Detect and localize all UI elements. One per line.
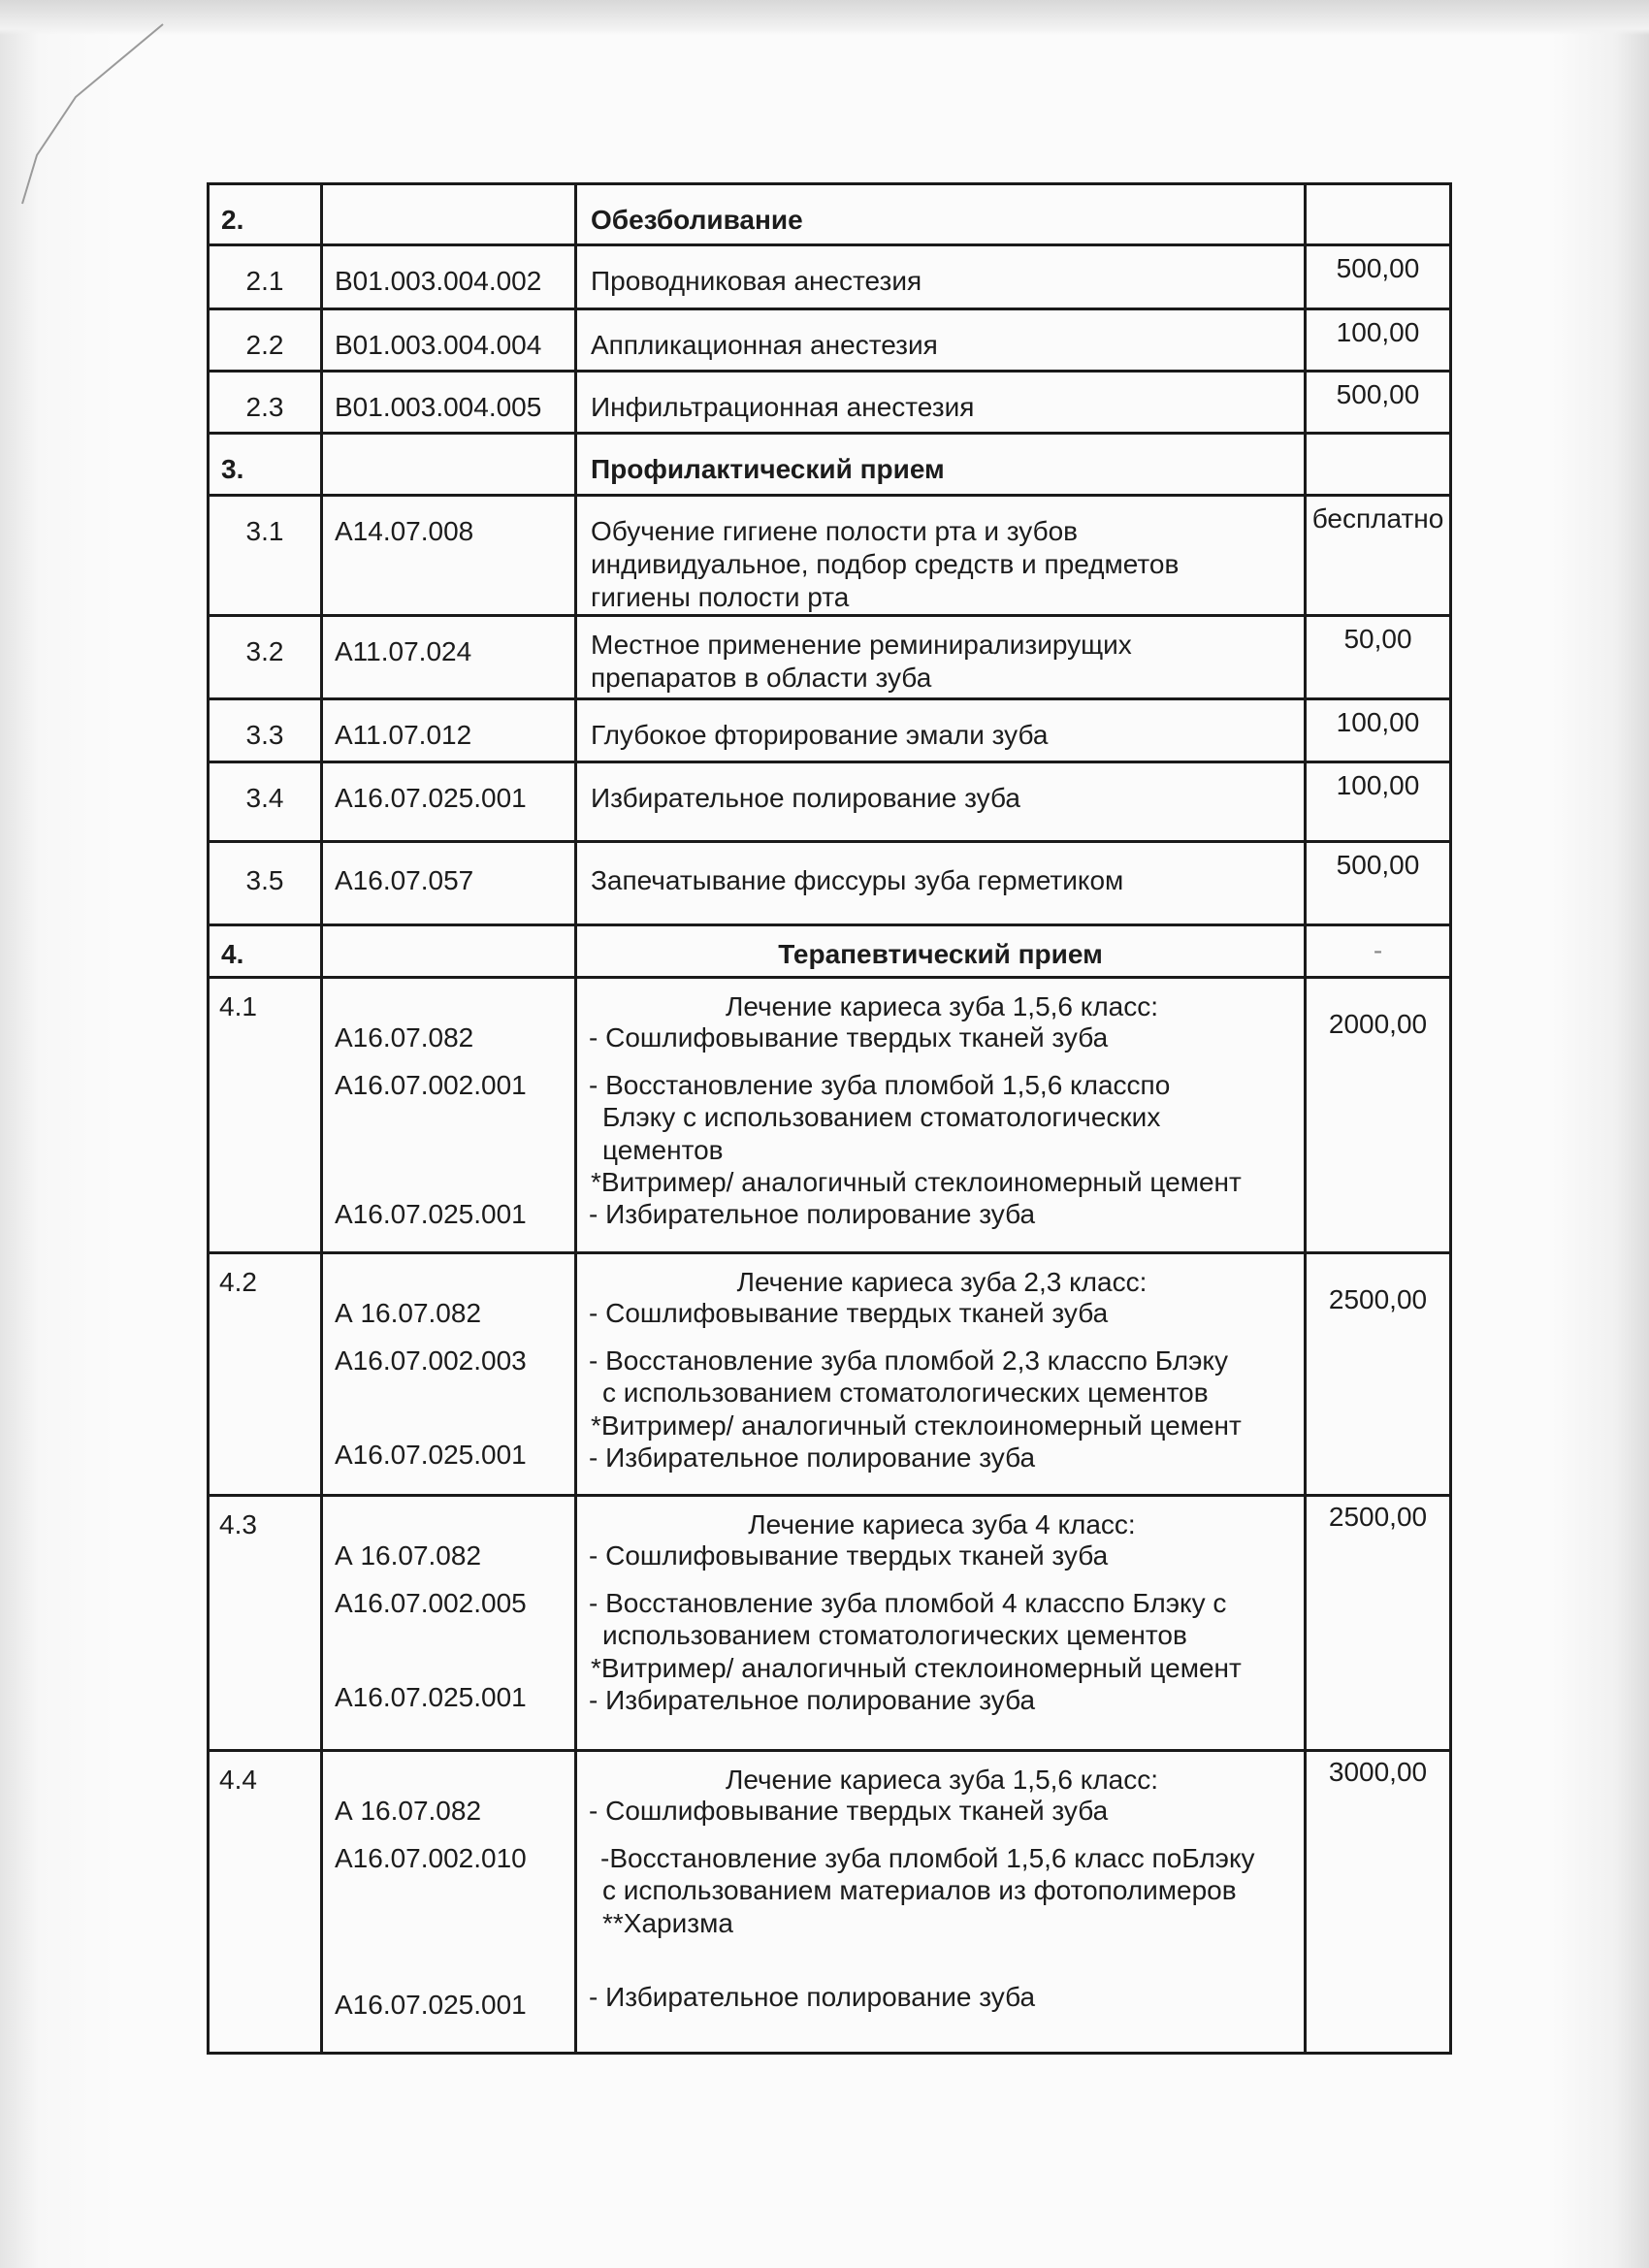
code-cell xyxy=(322,184,576,245)
item-number: 3.2 xyxy=(209,616,322,699)
treatment-row xyxy=(209,978,1451,1253)
treatment-line: - Избирательное полирование зуба xyxy=(589,1982,1036,2012)
treatment-line: - Избирательное полирование зуба xyxy=(589,1685,1036,1715)
treatment-row xyxy=(209,1253,1451,1496)
section-number: 3. xyxy=(209,434,322,496)
service-code: А16.07.025.001 xyxy=(335,1199,527,1229)
treatment-line: использованием стоматологических цементов xyxy=(602,1620,1187,1650)
service-code: А 16.07.082 xyxy=(335,1298,482,1328)
service-code: А16.07.025.001 xyxy=(335,1440,527,1470)
treatment-line: с использованием материалов из фотополимеров xyxy=(602,1875,1237,1905)
service-price: 100,00 xyxy=(1306,762,1451,842)
treatment-line: *Витример/ аналогичный стеклоиномерный цемент xyxy=(591,1410,1242,1441)
service-price: 3000,00 xyxy=(1306,1751,1451,2054)
item-number: 2.1 xyxy=(209,245,322,309)
treatment-line: - Избирательное полирование зуба xyxy=(589,1199,1036,1229)
table-row xyxy=(209,496,1451,616)
section-title: Обезболивание xyxy=(576,184,1306,245)
code-cell xyxy=(322,1751,576,2054)
treatment-description xyxy=(576,978,1306,1253)
service-price: 2000,00 xyxy=(1306,978,1451,1253)
table-row xyxy=(209,842,1451,925)
item-number: 4.3 xyxy=(209,1496,322,1751)
code-cell xyxy=(322,925,576,978)
service-code: А16.07.025.001 xyxy=(322,762,576,842)
table-row xyxy=(209,762,1451,842)
treatment-heading: Лечение кариеса зуба 1,5,6 класс: xyxy=(725,991,1159,1021)
service-price: 2500,00 xyxy=(1306,1253,1451,1496)
treatment-line: *Витример/ аналогичный стеклоиномерный цемент xyxy=(591,1167,1242,1197)
code-cell xyxy=(322,434,576,496)
treatment-description xyxy=(576,1751,1306,2054)
service-code: В01.003.004.004 xyxy=(322,309,576,372)
service-description: Аппликационная анестезия xyxy=(576,309,1306,372)
treatment-line: - Избирательное полирование зуба xyxy=(589,1442,1036,1473)
code-cell xyxy=(322,1496,576,1751)
service-description: Местное применение реминирализирущих препаратов в области зуба xyxy=(576,616,1306,699)
code-cell xyxy=(322,1253,576,1496)
service-code: А16.07.002.003 xyxy=(335,1345,527,1376)
table-row xyxy=(209,699,1451,762)
item-number: 3.3 xyxy=(209,699,322,762)
service-code: А11.07.024 xyxy=(322,616,576,699)
price-cell xyxy=(1306,434,1451,496)
treatment-heading: Лечение кариеса зуба 2,3 класс: xyxy=(736,1267,1148,1297)
service-code: В01.003.004.002 xyxy=(322,245,576,309)
service-price: 50,00 xyxy=(1306,616,1451,699)
scan-fold-mark xyxy=(17,19,173,213)
treatment-line: -Восстановление зуба пломбой 1,5,6 класс поБлэку xyxy=(600,1843,1255,1873)
treatment-line: - Восстановление зуба пломбой 4 класспо Блэку с xyxy=(589,1588,1227,1618)
service-code: В01.003.004.005 xyxy=(322,372,576,434)
item-number: 2.2 xyxy=(209,309,322,372)
section-number: 4. xyxy=(209,925,322,978)
price-cell xyxy=(1306,184,1451,245)
treatment-line: - Сошлифовывание твердых тканей зуба xyxy=(589,1298,1109,1328)
section-row xyxy=(209,184,1451,245)
section-row xyxy=(209,434,1451,496)
section-title: Профилактический прием xyxy=(576,434,1306,496)
treatment-heading: Лечение кариеса зуба 4 класс: xyxy=(748,1509,1136,1539)
item-number: 2.3 xyxy=(209,372,322,434)
table-row xyxy=(209,372,1451,434)
section-title: Терапевтический прием xyxy=(576,925,1306,978)
table-row xyxy=(209,245,1451,309)
service-code: А11.07.012 xyxy=(322,699,576,762)
service-price: 500,00 xyxy=(1306,842,1451,925)
service-code: А16.07.057 xyxy=(322,842,576,925)
table-row xyxy=(209,309,1451,372)
item-number: 4.4 xyxy=(209,1751,322,2054)
service-code: А16.07.082 xyxy=(335,1022,474,1053)
table-row xyxy=(209,616,1451,699)
treatment-line: - Сошлифовывание твердых тканей зуба xyxy=(589,1022,1109,1053)
service-price: 500,00 xyxy=(1306,372,1451,434)
section-row xyxy=(209,925,1451,978)
item-number: 3.1 xyxy=(209,496,322,616)
item-number: 4.1 xyxy=(209,978,322,1253)
treatment-line: *Витример/ аналогичный стеклоиномерный цемент xyxy=(591,1653,1242,1683)
service-description: Проводниковая анестезия xyxy=(576,245,1306,309)
item-number: 4.2 xyxy=(209,1253,322,1496)
service-description: Глубокое фторирование эмали зуба xyxy=(576,699,1306,762)
treatment-line: - Сошлифовывание твердых тканей зуба xyxy=(589,1796,1109,1826)
treatment-heading: Лечение кариеса зуба 1,5,6 класс: xyxy=(725,1765,1159,1795)
section-number: 2. xyxy=(209,184,322,245)
treatment-line: - Сошлифовывание твердых тканей зуба xyxy=(589,1540,1109,1571)
treatment-description xyxy=(576,1253,1306,1496)
code-cell xyxy=(322,978,576,1253)
service-code: А16.07.025.001 xyxy=(335,1990,527,2020)
price-list-table xyxy=(207,182,1452,2055)
service-code: А14.07.008 xyxy=(322,496,576,616)
service-price: 100,00 xyxy=(1306,309,1451,372)
treatment-line: Блэку с использованием стоматологических xyxy=(602,1102,1161,1132)
treatment-line: с использованием стоматологических цементов xyxy=(602,1377,1209,1408)
service-price: 100,00 xyxy=(1306,699,1451,762)
service-price: 500,00 xyxy=(1306,245,1451,309)
scan-edge-shadow xyxy=(0,0,1649,35)
treatment-description xyxy=(576,1496,1306,1751)
price-cell: - xyxy=(1306,925,1451,978)
service-code: А16.07.025.001 xyxy=(335,1682,527,1712)
service-description: Запечатывание фиссуры зуба герметиком xyxy=(576,842,1306,925)
service-code: А16.07.002.010 xyxy=(335,1843,527,1873)
service-code: А16.07.002.005 xyxy=(335,1588,527,1618)
treatment-line: цементов xyxy=(602,1135,724,1165)
treatment-row xyxy=(209,1496,1451,1751)
service-code: А16.07.002.001 xyxy=(335,1070,527,1100)
treatment-line: **Харизма xyxy=(602,1908,733,1938)
service-code: А 16.07.082 xyxy=(335,1540,482,1571)
service-price: 2500,00 xyxy=(1306,1496,1451,1751)
treatment-line: - Восстановление зуба пломбой 2,3 класспо Блэку xyxy=(589,1345,1228,1376)
service-description: Избирательное полирование зуба xyxy=(576,762,1306,842)
treatment-line: - Восстановление зуба пломбой 1,5,6 класспо xyxy=(589,1070,1171,1100)
service-description: Инфильтрационная анестезия xyxy=(576,372,1306,434)
treatment-row xyxy=(209,1751,1451,2054)
service-description: Обучение гигиене полости рта и зубов индивидуальное, подбор средств и предметов гигиены полости рта xyxy=(576,496,1306,616)
item-number: 3.5 xyxy=(209,842,322,925)
service-code: А 16.07.082 xyxy=(335,1796,482,1826)
service-price: бесплатно xyxy=(1306,496,1451,616)
item-number: 3.4 xyxy=(209,762,322,842)
